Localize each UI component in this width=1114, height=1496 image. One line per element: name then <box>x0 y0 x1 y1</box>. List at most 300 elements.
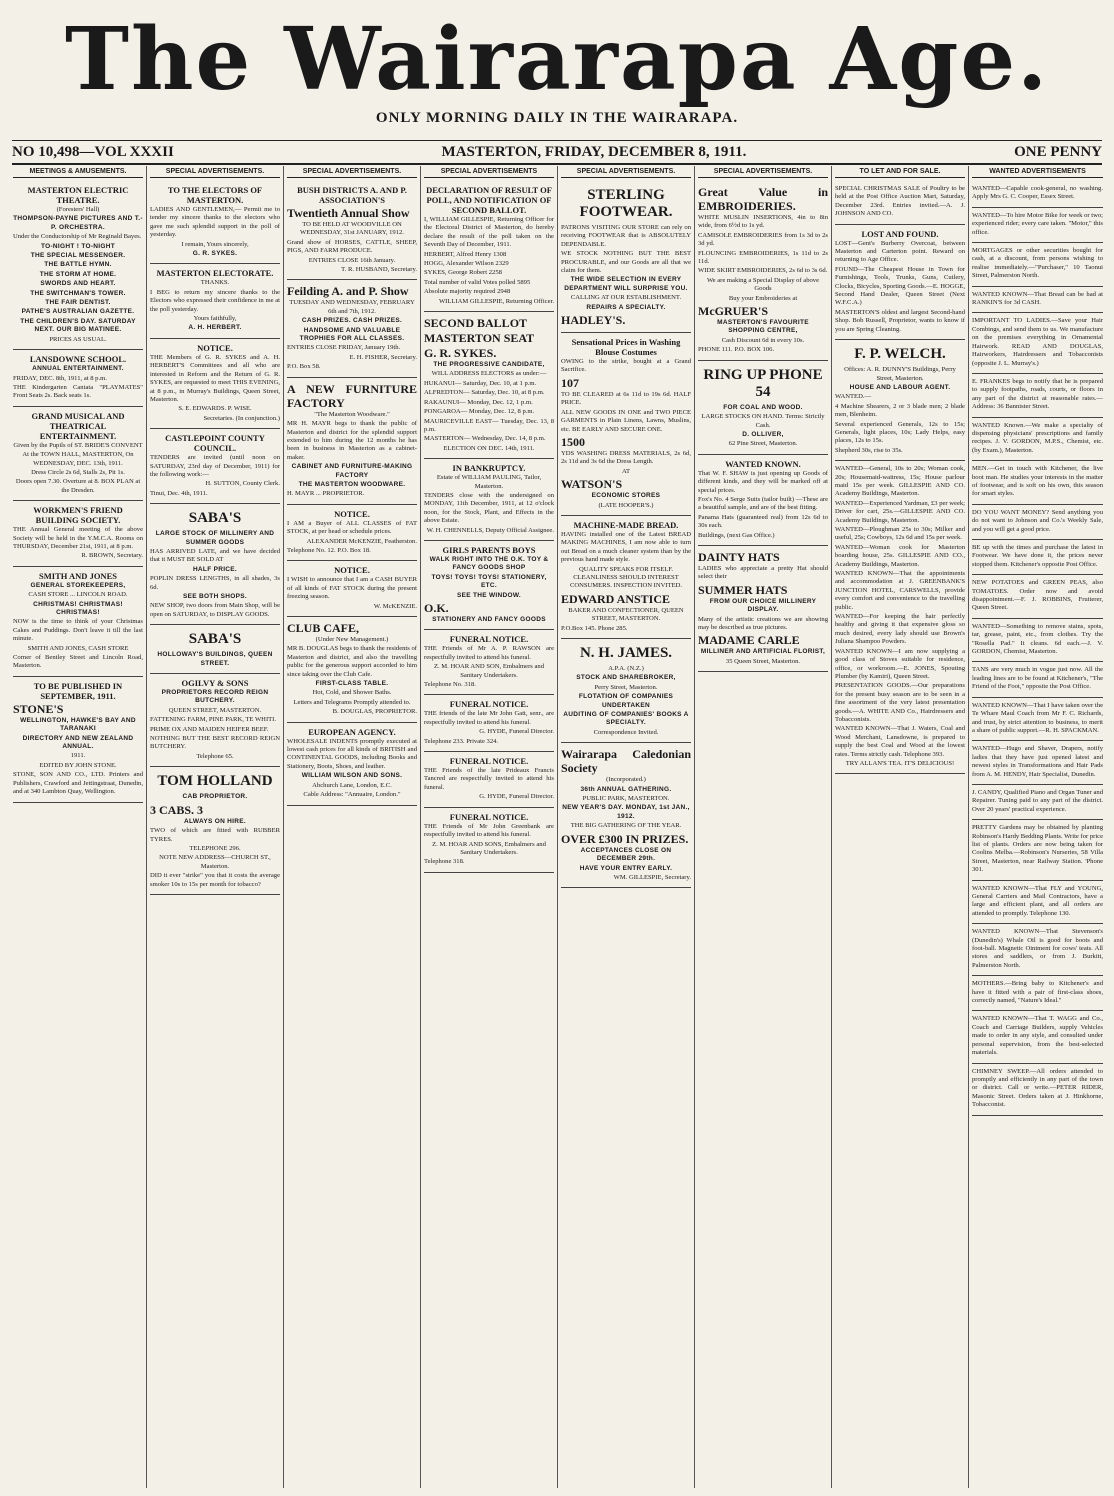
ad-wanted-11 <box>972 575 1103 619</box>
ad-line: Buildings, (next Gas Office.) <box>698 531 775 539</box>
ad-wanted-22 <box>972 1064 1103 1116</box>
ad-committee-notice <box>150 339 280 429</box>
ad-tom-holland <box>150 767 280 895</box>
ad-line: ENTRIES CLOSE 16th January. <box>308 256 396 264</box>
ad-musical-entertainment <box>13 407 143 501</box>
ad-wanted-17 <box>972 820 1103 880</box>
ad-line: E. H. FISHER, Secretary. <box>349 353 417 361</box>
ad-line: Telephone No. 318. <box>424 681 476 689</box>
candidate-name: HOGG, Alexander Wilson <box>424 260 494 268</box>
ad-line: WANTED.— <box>835 393 872 401</box>
ad-line: WANTED—Capable cook-general, no washing. Apply Mrs G. C. Cooper, Essex Street. <box>972 185 1103 201</box>
ad-line: A. H. HERBERT. <box>188 324 242 332</box>
ad-line: OVER £300 IN PRIZES. <box>561 831 689 846</box>
ad-line: WHOLESALE INDENTS promptly executed at lowest cash prices for all kinds of BRITISH and CONTINENTAL GOODS, including Books and Stationery, Boots, Shoes, and leather. <box>287 737 417 770</box>
ad-line: CHIMNEY SWEEP.—All orders attended to promptly and efficiently in any part of the town or district. Call or write.—PETER RIDER, Masonic Street. Orders taken at J. Hinkhorne, Tobacconist. <box>972 1067 1103 1109</box>
ad-wanted-7 <box>972 418 1103 462</box>
ad-line: E. FRANKES begs to notify that he is prepared to supply footpaths, roads, courts, or floors in any part of the district at reasonable rates.—Address: 36 Bannister Street. <box>972 377 1103 411</box>
ad-line: MASTERTON SEAT <box>424 331 535 346</box>
ad-line: EDWARD ANSTICE <box>561 591 671 606</box>
ad-funeral-greenbank <box>424 808 554 873</box>
ad-title: FUNERAL NOTICE. <box>449 756 529 767</box>
ad-title: Sensational Prices in Washing Blouse Costumes <box>571 337 681 358</box>
ad-bush-districts-show <box>287 181 417 280</box>
ad-line: H. MAYR ... PROPRIETOR. <box>287 490 365 498</box>
ad-line: MEN.—Get in touch with Kitchener, the live boot man. He studies your interests in the matter of footwear, and is soft on his own, this season for smart styles. <box>972 465 1103 498</box>
price: ONE PENNY <box>1014 143 1102 160</box>
ad-title: STERLING FOOTWEAR. <box>579 187 673 220</box>
ad-line: PRETTY Gardens may be obtained by planting Robinson's Hardy Bedding Plants. Write for price list of plants. Orders are now being taken for Coolins Melba.—Robinson's Nurseries, 58 Villa Street, Masterton, near Railway Station. 'Phone 301. <box>972 824 1104 874</box>
ad-title: BUSH DISTRICTS A. AND P. ASSOCIATION'S <box>297 185 407 205</box>
ad-line: LOST—Gent's Burberry Overcoat, between Masterton and Carterton point. Reward on returning to Age Office. <box>835 239 965 264</box>
ad-line: SEE BOTH SHOPS. <box>182 593 248 600</box>
ad-line: FROM OUR CHOICE MILLINERY DISPLAY. <box>709 597 817 614</box>
ad-line: W. H. CHENNELLS, Deputy Official Assignee. <box>426 526 554 534</box>
column-3 <box>284 166 421 1488</box>
ad-line: Abchurch Lane, London, E.C. <box>312 781 392 789</box>
ad-line: Telephone 233. Private 324. <box>424 737 499 745</box>
ad-line: 36th ANNUAL GATHERING. <box>580 785 672 793</box>
ad-line: WANTED Known.—We make a specialty of dispensing physicians' prescriptions and family recipes. J. V. GORDON, M.P.S., Chemist, etc. (by Exam.), Masterton. <box>972 421 1103 454</box>
ad-line: WANTED—Woman cook for Masterton boarding house, 25s. GILLESPIE AND CO., Academy Buildings, Masterton. <box>835 543 965 568</box>
ad-wanted-12 <box>972 619 1103 663</box>
poll-majority <box>424 288 554 296</box>
ad-sub: (Under New Management.) <box>315 636 389 643</box>
ad-line: THE Members of G. R. SYKES and A. H. HERBERT'S Committees and all who are interested in Reform and the Return of G. R. SYKES, are requested to meet THIS EVENING, at 8 p.m., in Murray's Buildings, Queen Street, Masterton. <box>150 353 280 403</box>
ad-title: MACHINE-MADE BREAD. <box>573 519 679 530</box>
ad-line: AUDITING OF COMPANIES' BOOKS A SPECIALTY. <box>563 711 689 727</box>
ad-line: SMITH AND JONES, CASH STORE <box>27 644 129 652</box>
ad-christmas-poultry-sale <box>835 181 965 225</box>
ad-line: STONE, SON AND CO., LTD. Printers and Publishers, Crawford and Jettingstraat, Dunedin, and at 340 Lambton Quay, Wellington. <box>13 771 143 796</box>
ad-line: WALK RIGHT INTO THE O.K. TOY & FANCY GOODS SHOP <box>429 555 549 572</box>
ad-wanted-18 <box>972 881 1103 925</box>
ad-building-society <box>13 501 143 567</box>
ad-title: GIRLS PARENTS BOYS <box>442 544 536 555</box>
ad-line: POPLIN DRESS LENGTHS, in all shades, 3s 6d. <box>150 575 280 591</box>
ad-line: ECONOMIC STORES <box>591 492 661 500</box>
ad-line: WELLINGTON, HAWKE'S BAY AND TARANAKI <box>20 716 136 733</box>
ad-club-cafe <box>287 617 417 723</box>
ad-poll-declaration <box>424 181 554 312</box>
ad-wanted-19 <box>972 924 1103 976</box>
poll-row <box>424 269 554 277</box>
ad-line: Z. M. HOAR AND SONS, Embalmers and Sanitary Undertakers. <box>432 840 546 856</box>
ad-line: TENDERS are invited (until noon on SATURDAY, 23rd day of December, 1911) for the following work:— <box>150 454 280 478</box>
ad-line: Many of the artistic creations we are showing may be described as true pictures. <box>698 615 828 631</box>
ad-fp-welch <box>835 340 965 461</box>
ad-title: Wairarapa Caledonian Society <box>561 747 691 776</box>
ad-sub: GENERAL STOREKEEPERS, <box>30 581 126 589</box>
ad-line: STOCK AND SHAREBROKER, <box>576 674 676 682</box>
candidate-name: HERBERT, Alfred Henry <box>424 250 492 258</box>
ad-line: Telephone No. 12. P.O. Box 18. <box>287 546 371 554</box>
candidate-votes: 1308 <box>493 250 507 258</box>
ad-title: NOTICE. <box>334 565 370 576</box>
ad-line: Telephone 318. <box>424 858 465 866</box>
ad-line: WIDE SKIRT EMBROIDERIES, 2s 6d to 3s 6d. <box>698 267 828 275</box>
ad-line: Cable Address: "Annuaire, London." <box>303 791 401 799</box>
ad-line: Z. M. HOAR AND SON, Embalmers and Sanitary Undertakers. <box>433 663 545 679</box>
ad-line: Letters and Telegrams Promptly attended to. <box>293 698 411 706</box>
ad-line: WANTED KNOWN—That the appointments and accommodation at J. GREENBANK'S JUNCTION HOTEL, CARSWELLS, provide every comfort and convenience to the travelling public. <box>835 570 965 611</box>
poll-row <box>424 260 554 268</box>
ad-electorate-thanks-herbert <box>150 264 280 338</box>
ad-line: Several experienced Generals, 12s to 15s; Generals, light places, 10s; Lady Helps, easy places, 12s to 15s. <box>835 420 965 445</box>
ad-line: THE BATTLE HYMN. <box>44 261 112 269</box>
ad-line: 4 Machine Shearers, 2 or 3 blade men; 2 blade men, Blenheim. <box>835 402 965 419</box>
ad-line: NOTE NEW ADDRESS—CHURCH ST., Masterton. <box>159 854 271 870</box>
ad-line: WILL ADDRESS ELECTORS as under:— <box>431 370 547 378</box>
ad-line: WANTED—Ploughman 25s to 30s; Milker and useful, 25s; Cowboys, 12s 6d and 15s per week. <box>835 526 965 542</box>
ad-title: GRAND MUSICAL AND THEATRICAL ENTERTAINMENT. <box>31 410 125 441</box>
ad-title: F. P. WELCH. <box>854 346 946 363</box>
majority-label: Absolute majority required <box>424 288 496 296</box>
ad-wanted-2 <box>972 208 1103 243</box>
ad-line: MR H. MAYR begs to thank the public of Masterton and district for the splendid support extended to him during the 12 months he has been in business in Masterton as a cabinet-maker. <box>287 420 417 461</box>
ad-title: WANTED KNOWN. <box>725 458 801 469</box>
ad-line: I remain, Yours sincerely, <box>181 240 249 248</box>
ad-sub: THE PROGRESSIVE CANDIDATE, <box>433 361 545 369</box>
ad-title: SMITH AND JONES <box>39 570 117 581</box>
ad-wanted-15 <box>972 741 1103 785</box>
ad-sub: LARGE STOCK OF MILLINERY AND SUMMER GOODS <box>155 530 275 546</box>
ad-line: I AM a Buyer of ALL CLASSES of FAT STOCK, at per head or schedule prices. <box>287 519 417 536</box>
ad-line: I, WILLIAM GILLESPIE, Returning Officer for the Electoral District of Masterton, do hereby declare the result of the poll taken on the Seventh Day of December, 1911. <box>424 216 554 249</box>
po-box: P.O.Box 145. <box>561 624 597 632</box>
ad-line: 35 Queen Street, Masterton. <box>725 657 801 665</box>
ad-line: SPECIAL CHRISTMAS SALE of Poultry to be held at the Post Office Auction Mart, Saturday, December 23rd. Entries invited.—A. J. JOHNSON AND CO. <box>835 185 965 218</box>
ad-line: DID it ever "strike" you that it costs the average smoker 10s to 15s per month for tobacco? <box>150 872 280 888</box>
ad-embroideries <box>698 181 828 361</box>
ad-title: MASTERTON ELECTORATE. <box>156 268 274 279</box>
ad-line: G. HYDE, Funeral Director. <box>479 728 554 736</box>
ad-title: SABA'S <box>188 510 242 527</box>
ad-line: HAVE YOUR ENTRY EARLY. <box>579 864 673 872</box>
ad-line: Offices: A. R. DUNNY'S Buildings, Perry Street, Masterton. <box>844 366 956 382</box>
ad-line: YDS WASHING DRESS MATERIALS, 2s 6d, 2s 11d and 3s 6d the Dress Length. <box>561 449 691 466</box>
ad-line: 62 Pine Street, Masterton. <box>728 440 798 448</box>
ad-line: HUKANUI— Saturday, Dec. 10, at 1 p.m. <box>424 379 537 387</box>
ad-line: LADIES who appreciate a pretty Hat should select their <box>698 564 828 581</box>
column-8 <box>969 166 1106 1488</box>
ad-line: ALL NEW GOODS IN ONE and TWO PIECE GARMENTS in Plain Linens, Lawns, Muslins, etc. BE EARLY AND SECURE ONE. <box>561 408 691 433</box>
ad-title: OGILVY & SONS <box>181 678 249 689</box>
ad-title: FUNERAL NOTICE. <box>449 634 529 645</box>
ad-sub: PROPRIETORS RECORD REIGN BUTCHERY. <box>161 689 269 705</box>
ad-lansdowne-school <box>13 350 143 407</box>
ad-line: BAKER AND CONFECTIONER, QUEEN STREET, MASTERTON. <box>568 606 684 623</box>
ad-line: W. McKENZIE. <box>373 602 417 610</box>
ad-line <box>561 625 691 633</box>
ad-line: MADAME CARLE <box>698 633 800 648</box>
phone: Phone 285. <box>597 624 628 632</box>
ad-line: PONGAROA— Monday, Dec. 12, 8 p.m. <box>424 408 535 416</box>
ad-line: NEW SHOP, two doors from Main Shop, will be open on SATURDAY, to DISPLAY GOODS. <box>150 602 280 618</box>
ad-bankruptcy <box>424 459 554 541</box>
ad-line: H. SUTTON, County Clerk. <box>205 480 280 488</box>
ad-line: Cash Discount 6d in every 10s. <box>721 336 805 344</box>
ad-line: WANTED KNOWN—That Bread can be had at RANKIN'S for 3d CASH. <box>972 290 1103 307</box>
ad-title: N. H. JAMES. <box>579 645 673 661</box>
ad-line: MASTERTON— Wednesday, Dec. 14, 8 p.m. <box>424 435 546 443</box>
ad-line: G. HYDE, Funeral Director. <box>479 793 554 801</box>
ad-line: MORTGAGES or other securities bought for cash, at a discount, from persons wishing to realise immediately.—"Purchaser," 10 Taonui Street, Palmerston North. <box>972 247 1103 280</box>
ad-wanted-5 <box>972 313 1103 373</box>
ad-second-ballot <box>424 312 554 459</box>
ad-line: WANTED—To hire Motor Bike for week or two; experienced rider; every care taken. "Motor," this office. <box>972 211 1103 236</box>
ad-wanted-10 <box>972 540 1103 575</box>
ad-funeral-rawson <box>424 630 554 695</box>
ad-line: TOYS! TOYS! TOYS! STATIONERY, ETC. <box>431 573 547 590</box>
column-2 <box>147 166 284 1488</box>
ad-line: That W. F. SHAW is just opening up Goods of different kinds, and they will be marked off at special prices. <box>698 469 828 494</box>
ad-line: Given by the Pupils of ST. BRIDE'S CONVENT <box>13 441 143 449</box>
column-5 <box>558 166 695 1488</box>
ad-line: Under the Conductorship of Mr Reginald Bayes. <box>13 233 142 241</box>
ad-line: Corner of Bentley Street and Lincoln Road, Masterton. <box>13 654 143 670</box>
place-date: MASTERTON, FRIDAY, DECEMBER 8, 1911. <box>441 143 747 160</box>
ad-line: CASH STORE ... LINCOLN ROAD. <box>28 591 128 599</box>
ad-sub: (Incorporated.) <box>606 776 646 784</box>
ad-line: 3 CABS. 3 <box>150 802 204 817</box>
ad-smith-and-jones <box>13 567 143 677</box>
ad-line: DO YOU WANT MONEY? Send anything you do not want to Johnson and Co.'s Weekly Sale, and you will get a good price. <box>972 508 1103 533</box>
ad-line: TANS are very much in vogue just now. All the leading lines are to be found at Kitchener's, "The Friend of the Foot," opposite the Post Office. <box>972 666 1103 691</box>
ad-line: FLOUNCING EMBROIDERIES, 1s 11d to 2s 11d. <box>698 249 828 266</box>
ad-line: NEW POTATOES and GREEN PEAS, also TOMATOES. Order now and avoid disappointment.—F. J. ROBBINS, Fruiterer, Queen Street. <box>972 579 1103 612</box>
ad-european-agency <box>287 723 417 806</box>
ad-wanted-4 <box>972 287 1103 314</box>
ad-line: Yours faithfully, <box>193 315 237 323</box>
ad-line: HAVING installed one of the Latest BREAD MAKING MACHINES, I am now able to turn out Bread on a much cleaner system than by the previous hand made style. <box>561 530 691 564</box>
column-1 <box>10 166 147 1488</box>
ad-shaw-wanted-known <box>698 455 828 546</box>
ad-line: I WISH to announce that I am a CASH BUYER of all kinds of FAT STOCK during the present freezing season. <box>287 576 417 601</box>
ad-wanted-8 <box>972 461 1103 505</box>
ad-wanted-14 <box>972 698 1103 742</box>
candidate-votes: 2329 <box>495 260 509 268</box>
ad-line: TO-NIGHT ! TO-NIGHT <box>40 242 116 250</box>
ad-line: WANTED KNOWN—That FLY and YOUNG, General Carriers and Mail Contractors, have a large and efficient plant, and all orders are attended to promptly. Telephone 130. <box>972 884 1103 917</box>
phone: PHONE 111. <box>698 346 733 354</box>
ad-line: G. R. SYKES. <box>192 250 238 258</box>
ad-line: TELEPHONE 296. <box>189 844 241 852</box>
ad-title: SABA'S <box>188 631 242 648</box>
ad-title: A NEW FURNITURE FACTORY <box>287 381 417 410</box>
candidate-votes: 2258 <box>488 269 502 277</box>
ad-line: HALF PRICE. <box>192 565 238 573</box>
ad-line: ALEXANDER McKENZIE, Featherston. <box>306 537 417 545</box>
ad-line: STATIONERY AND FANCY GOODS <box>432 616 546 623</box>
ad-wanted-listings <box>835 461 965 774</box>
ad-line: Doors open 7.30. Overture at 8. BOX PLAN at the Dresden. <box>15 478 141 494</box>
column-4 <box>421 166 558 1488</box>
ad-wanted-16 <box>972 785 1103 820</box>
ad-sub: HOLLOWAY'S BUILDINGS, QUEEN STREET. <box>157 651 273 667</box>
ad-line: QUEEN STREET, MASTERTON. <box>168 706 262 714</box>
ad-wanted-1 <box>972 181 1103 208</box>
ad-wanted-13 <box>972 662 1103 697</box>
columns <box>10 166 1106 1488</box>
ad-line: J. CANDY, Qualified Piano and Organ Tuner and Repairer. Tuning paid to any part of the district. Over 20 years' practical experience. <box>972 788 1103 813</box>
ad-line: ALFREDTON— Saturday, Dec. 10, at 8 p.m. <box>424 389 545 397</box>
ad-line: MAURICEVILLE EAST— Tuesday, Dec. 13, 8 p.m. <box>424 417 554 433</box>
ad-feilding-show <box>287 280 417 377</box>
ad-line: HOUSE AND LABOUR AGENT. <box>849 383 951 391</box>
poll-row <box>424 251 554 259</box>
ad-line: THE CHILDREN'S DAY. SATURDAY NEXT. OUR BIG MATINEE. <box>20 317 136 334</box>
ad-sub: A.P.A. (N.Z.) <box>608 665 644 672</box>
ad-line: Correspondence Invited. <box>593 728 659 736</box>
ad-sub: Twentieth Annual Show <box>287 206 410 220</box>
ad-line: Telephone 65. <box>196 752 234 760</box>
ad-line: LADIES AND GENTLEMEN,— Permit me to tender my sincere thanks to the electors who gave me such splendid support in the poll of yesterday. <box>150 206 280 239</box>
ad-line: WANTED KNOWN—That T. WAGG and Co., Coach and Carriage Builders, supply Vehicles made to order in any style, and consulted under personal supervision, from the best-selected materials. <box>972 1015 1103 1057</box>
ad-line: S. E. EDWARDS. P. WISE. <box>178 405 252 413</box>
ad-line: DIRECTORY AND NEW ZEALAND ANNUAL. <box>22 734 134 751</box>
ad-line: 1500 <box>561 434 585 449</box>
ad-line: THE Friends of Mr John Greenbank are respectfully invited to attend his funeral. <box>424 822 554 839</box>
ad-line: Perry Street, Masterton. <box>594 683 658 691</box>
ad-line: STONE'S <box>13 701 64 716</box>
ad-sub: "The Masterton Woodware." <box>314 410 390 418</box>
ad-line: WANTED KNOWN—That I have taken over the Te Whare Maul Coach from Mr F. C. Richards, and trust, by strict attention to business, to merit a share of public support.—R. H. SPACKMAN. <box>972 701 1103 734</box>
ad-line: Panama Hats (guaranteed real) from 12s 6d to 30s each. <box>698 513 828 530</box>
ad-line: WANTED—For keeping the hair perfectly healthy and giving it that expensive gloss so much desired, every lady should use Brown's Juliana Shampoo Powders. <box>835 613 965 646</box>
ad-cash-buyer-notice <box>287 561 417 617</box>
ad-caledonian-society <box>561 743 691 888</box>
ad-line: WILLIAM GILLESPIE, Returning Officer. <box>438 297 554 305</box>
ad-line: Grand show of HORSES, CATTLE, SHEEP, PIGS, AND FARM PRODUCE. <box>287 238 417 255</box>
ad-title: DECLARATION OF RESULT OF POLL, AND NOTIFICATION OF SECOND BALLOT. <box>426 185 552 215</box>
ad-lost-and-found <box>835 225 965 340</box>
ad-line: FOUND—The Cheapest House in Town for Furnishings, Tools, Trunks, Guns, Cutlery, Clocks, Bicycles, Sporting Goods.—E. HOGGE, Second Hand Dealer, Queen Street (Next W.F.C.A.) <box>835 265 965 307</box>
ad-line: CAMISOLE EMBROIDERIES from 1s 3d to 2s 3d yd. <box>698 231 828 248</box>
ad-line: FIRST-CLASS TABLE. <box>315 680 389 688</box>
ad-line: We are making a Special Display of above Goods <box>706 276 820 293</box>
ad-machine-bread <box>561 516 691 639</box>
ad-line: PATRONS VISITING OUR STORE can rely on receiving FOOTWEAR that is ABSOLUTELY DEPENDABLE. <box>561 224 691 248</box>
ad-wanted-9 <box>972 505 1103 540</box>
ad-line: IMPORTANT TO LADIES.—Save your Hair Combings, and send them to us. We manufacture on the premises everything in Ornamental Hairwork. READ AND DOUGLAS, Hairworkers, Hairdressers and Tobacconists (opposite J. L. Murray's.) <box>972 317 1103 367</box>
column-6 <box>695 166 832 1488</box>
issue-number: NO 10,498—VOL XXXII <box>12 143 174 160</box>
ad-line: FATTENING FARM, PINE PARK, TE WHITI. <box>150 716 277 724</box>
ad-line: MR B. DOUGLAS begs to thank the residents of Masterton and district, and also the travelling public for the generous support accorded to him since taking over the Club Cafe. <box>287 645 417 678</box>
ad-title: EUROPEAN AGENCY. <box>308 726 396 737</box>
ad-line: THE FAIR DENTIST. <box>45 299 111 307</box>
masthead <box>0 0 1114 140</box>
column-7 <box>832 166 969 1488</box>
ad-line: TO BE CLEARED at 6s 11d to 19s 6d. HALF PRICE. <box>561 390 691 407</box>
ad-line: QUALITY SPEAKS FOR ITSELF. CLEANLINESS SHOULD INTEREST CONSUMERS. INSPECTION INVITED. <box>569 565 683 590</box>
ad-line: FOR COAL AND WOOD. <box>723 403 803 411</box>
ad-line: THE friends of the late Mr John Gatt, senr., are respectfully invited to attend his funeral. <box>424 710 554 726</box>
ad-line: MASTERTON'S oldest and largest Second-hand Shop. Bob Russell, Proprietor, wants to know if you are Spring Cleaning. <box>835 308 965 333</box>
ad-line: P.O. Box 58. <box>287 363 321 371</box>
ad-line: THE Kindergarten Cantata "PLAYMATES" Front Seats 2s. Back seats 1s. <box>13 383 143 400</box>
ad-funeral-gatt <box>424 695 554 752</box>
column-heading: TO LET AND FOR SALE. <box>835 166 965 178</box>
ad-line: MOTHERS.—Bring baby to Kitchener's and have it fitted with a pair of first-class shoes, correctly named, "Nature's Ideal." <box>972 980 1103 1005</box>
candidate-name: SYKES, George Robert <box>424 269 488 277</box>
ad-nh-james <box>561 639 691 743</box>
ad-line: Fox's No. 4 Serge Suits (tailor built) —These are a beautiful sample, and are of the best fitting. <box>698 495 828 512</box>
ad-line: SWORDS AND HEART. <box>40 280 116 288</box>
ad-line: D. OLLIVER, <box>742 430 784 438</box>
ad-ogilvy-sons <box>150 674 280 767</box>
ad-line: LARGE STOCKS ON HAND. Terms: Strictly Cash. <box>701 413 825 429</box>
ad-line: THE BIG GATHERING OF THE YEAR. <box>570 822 682 830</box>
ad-line: G. R. SYKES. <box>424 346 497 361</box>
ad-line: THE Friends of Mr A. P. RAWSON are respectfully invited to attend his funeral. <box>424 645 554 661</box>
ad-line: WANTED—General, 10s to 20s; Woman cook, 20s; Housemaid-waitress, 15s; House parlour maid 15s per week. GILLESPIE AND CO. Academy Buildings, Masterton. <box>835 465 965 498</box>
ad-line: ENTRIES CLOSE FRIDAY, January 19th. <box>287 344 401 352</box>
ad-title: FUNERAL NOTICE. <box>449 699 529 710</box>
ad-line: At the TOWN HALL, MASTERTON, On WEDNESDAY, DEC. 13th, 1911. <box>22 451 134 467</box>
ad-title: LOST AND FOUND. <box>861 228 939 239</box>
ad-line: TRY ALLAN'S TEA. IT'S DELICIOUS! <box>845 759 955 767</box>
ad-line: Secretaries. (In conjunction.) <box>203 414 280 422</box>
ad-line: THE SPECIAL MESSENGER. <box>30 252 126 260</box>
ad-line <box>698 346 828 354</box>
ad-funeral-tancred <box>424 752 554 808</box>
ad-line: WM. GILLESPIE, Secretary. <box>613 873 691 881</box>
ad-line: RAKAUNUI— Monday, Dec. 12, 1 p.m. <box>424 398 533 406</box>
ad-line: THE SWITCHMAN'S TOWER. <box>30 289 126 297</box>
ad-line: WANTED—Something to remove stains, spots, tar, grease, paint, etc., from clothes. Try the "Rosella Pad." It cleans. 6d each.—J. V. GORDON, Chemist, Masterton. <box>972 622 1103 656</box>
ad-castlepoint-council <box>150 429 280 504</box>
ad-wanted-3 <box>972 243 1103 287</box>
ad-title: DAINTY HATS <box>698 549 780 564</box>
ad-line: I BEG to return my sincere thanks to the Electors who expressed their confidence in me at the poll yesterday. <box>150 288 280 313</box>
column-heading: SPECIAL ADVERTISEMENTS <box>424 166 554 178</box>
ad-ring-up-phone <box>698 361 828 455</box>
column-heading: SPECIAL ADVERTISEMENTS. <box>287 166 417 178</box>
ad-line: R. BROWN, Secretary. <box>81 552 143 560</box>
po-box: P.O. BOX 106. <box>734 346 775 354</box>
ad-title: WORKMEN'S FRIEND BUILDING SOCIETY. <box>33 505 123 526</box>
ad-ok-toy-shop <box>424 541 554 630</box>
ad-line: REPAIRS A SPECIALTY. <box>586 303 666 311</box>
ad-line: O.K. <box>424 601 449 615</box>
ad-line: Dress Circle 2s 6d, Stalls 2s, Pit 1s. <box>31 468 125 476</box>
total-value: 5895 <box>517 278 531 286</box>
column-heading: SPECIAL ADVERTISEMENTS. <box>698 166 828 178</box>
ad-line: WANTED—Hugo and Shaver, Drapers, notify ladies that they have just opened latest and newest styles in Transformations and Hair Pads from A. M. HENDY, Hair Specialist, Dunedin. <box>972 745 1103 778</box>
column-heading: SPECIAL ADVERTISEMENTS. <box>561 166 691 178</box>
ad-wanted-6 <box>972 374 1103 418</box>
ad-line: HADLEY'S. <box>561 313 626 328</box>
ad-title: TOM HOLLAND <box>157 773 273 790</box>
ad-line: ELECTION ON DEC. 14th, 1911. <box>443 444 535 452</box>
ad-title: Great Value in EMBROIDERIES. <box>698 185 828 213</box>
ad-line: McGRUER'S <box>698 304 768 319</box>
ad-line: FRIDAY, DEC. 8th, 1911, at 8 p.m. <box>13 374 107 382</box>
ad-line: MASTERTON'S FAVOURITE SHOPPING CENTRE, <box>717 319 809 335</box>
ad-title: LANSDOWNE SCHOOL. <box>29 354 127 365</box>
ad-line: Shepherd 30s, rise to 35s. <box>835 446 903 454</box>
ad-line: PRICES AS USUAL. <box>49 335 107 343</box>
ad-line: NEW YEAR'S DAY. MONDAY, 1st JAN., 1912. <box>562 804 690 820</box>
ad-line: WANTED—Experienced Yardman, £3 per week; Driver for cart, 25s.—GILLESPIE AND CO. Academy Buildings, Masterton. <box>835 499 966 524</box>
ad-line: WHITE MUSLIN INSERTIONS, 4in to 8in wide, from 6½d to 1s yd. <box>698 214 828 230</box>
ad-line: OWING to the strike, bought at a Grand Sacrifice. <box>561 358 691 374</box>
ad-line: Tinui, Dec. 4th, 1911. <box>150 489 208 497</box>
ad-line: B. DOUGLAS, PROPRIETOR. <box>332 708 417 716</box>
ad-title: IN BANKRUPTCY. <box>452 463 526 474</box>
